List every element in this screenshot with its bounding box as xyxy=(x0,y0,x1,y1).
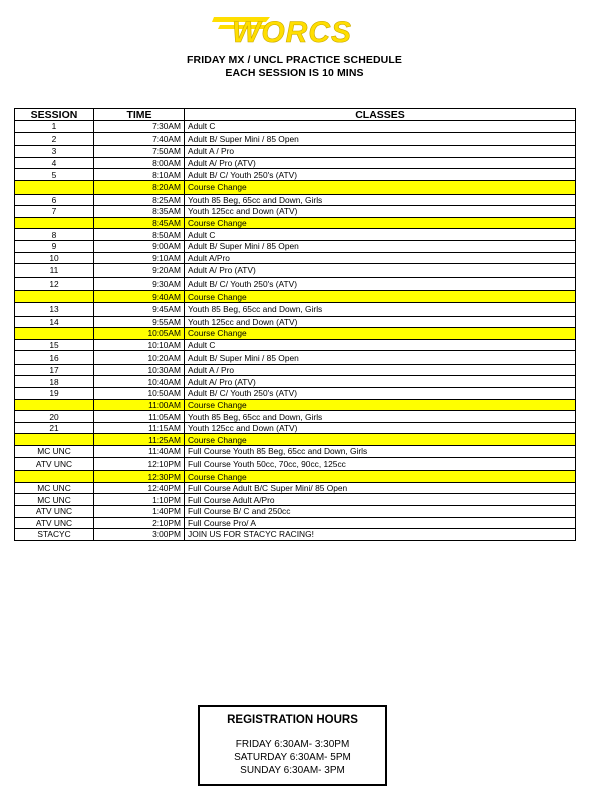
session-cell: STACYC xyxy=(15,529,94,541)
time-cell: 2:10PM xyxy=(94,517,185,529)
schedule-row xyxy=(15,364,576,376)
registration-friday: FRIDAY 6:30AM- 3:30PM xyxy=(235,739,350,750)
time-cell: 11:05AM xyxy=(94,411,185,423)
time-cell: 10:05AM xyxy=(94,328,185,340)
classes-cell: Course Change xyxy=(185,291,576,303)
time-cell: 8:45AM xyxy=(94,217,185,229)
time-cell: 7:40AM xyxy=(94,132,185,146)
registration-hours-box xyxy=(198,705,387,786)
time-cell: 8:00AM xyxy=(94,157,185,169)
session-cell: 2 xyxy=(15,132,94,146)
course-change-row xyxy=(15,291,576,303)
classes-cell: Full Course Youth 85 Beg, 65cc and Down, Girls xyxy=(185,446,576,458)
course-change-row xyxy=(15,328,576,340)
session-cell: 5 xyxy=(15,169,94,181)
time-cell: 9:00AM xyxy=(94,240,185,252)
time-cell: 7:30AM xyxy=(94,121,185,133)
session-cell: 18 xyxy=(15,376,94,388)
time-cell: 9:10AM xyxy=(94,252,185,264)
classes-cell: Youth 85 Beg, 65cc and Down, Girls xyxy=(185,194,576,206)
schedule-row xyxy=(15,388,576,400)
session-cell: MC UNC xyxy=(15,482,94,494)
classes-cell: Adult A/ Pro (ATV) xyxy=(185,264,576,278)
column-header-classes: CLASSES xyxy=(185,109,576,121)
worcs-logo-graphic xyxy=(210,14,380,46)
schedule-row xyxy=(15,457,576,471)
schedule-subtitle: EACH SESSION IS 10 MINS xyxy=(225,67,364,79)
classes-cell: Adult B/ C/ Youth 250's (ATV) xyxy=(185,169,576,181)
classes-cell: Course Change xyxy=(185,217,576,229)
schedule-row xyxy=(15,446,576,458)
session-cell: MC UNC xyxy=(15,494,94,506)
classes-cell: Adult A/Pro xyxy=(185,252,576,264)
session-cell xyxy=(15,180,94,194)
time-cell: 11:15AM xyxy=(94,422,185,434)
table-header-row xyxy=(15,109,576,121)
session-cell: 13 xyxy=(15,302,94,316)
session-cell: ATV UNC xyxy=(15,517,94,529)
schedule-row xyxy=(15,229,576,241)
schedule-row xyxy=(15,422,576,434)
course-change-row xyxy=(15,434,576,446)
session-cell: 14 xyxy=(15,316,94,328)
schedule-row xyxy=(15,194,576,206)
classes-cell: Adult C xyxy=(185,229,576,241)
classes-cell: Course Change xyxy=(185,328,576,340)
classes-cell: Adult A / Pro xyxy=(185,364,576,376)
course-change-row xyxy=(15,180,576,194)
time-cell: 7:50AM xyxy=(94,146,185,158)
registration-hours-title: REGISTRATION HOURS xyxy=(227,714,358,726)
classes-cell: Course Change xyxy=(185,434,576,446)
time-cell: 3:00PM xyxy=(94,529,185,541)
session-cell xyxy=(15,291,94,303)
classes-cell: Course Change xyxy=(185,471,576,483)
classes-cell: Youth 125cc and Down (ATV) xyxy=(185,316,576,328)
schedule-row xyxy=(15,169,576,181)
classes-cell: Youth 85 Beg, 65cc and Down, Girls xyxy=(185,411,576,423)
time-cell: 10:20AM xyxy=(94,351,185,365)
course-change-row xyxy=(15,471,576,483)
classes-cell: Adult C xyxy=(185,121,576,133)
time-cell: 8:50AM xyxy=(94,229,185,241)
classes-cell: Adult B/ Super Mini / 85 Open xyxy=(185,132,576,146)
time-cell: 9:45AM xyxy=(94,302,185,316)
schedule-row xyxy=(15,316,576,328)
session-cell: 4 xyxy=(15,157,94,169)
session-cell xyxy=(15,217,94,229)
time-cell: 8:10AM xyxy=(94,169,185,181)
time-cell: 11:25AM xyxy=(94,434,185,446)
schedule-row xyxy=(15,376,576,388)
schedule-row xyxy=(15,240,576,252)
session-cell xyxy=(15,399,94,411)
classes-cell: Youth 125cc and Down (ATV) xyxy=(185,422,576,434)
time-cell: 10:10AM xyxy=(94,339,185,351)
session-cell: 17 xyxy=(15,364,94,376)
classes-cell: Adult A/ Pro (ATV) xyxy=(185,376,576,388)
session-cell: 21 xyxy=(15,422,94,434)
session-cell: 19 xyxy=(15,388,94,400)
classes-cell: Youth 125cc and Down (ATV) xyxy=(185,206,576,218)
time-cell: 10:30AM xyxy=(94,364,185,376)
classes-cell: Adult B/ C/ Youth 250's (ATV) xyxy=(185,277,576,291)
registration-sunday: SUNDAY 6:30AM- 3PM xyxy=(240,765,345,776)
course-change-row xyxy=(15,217,576,229)
classes-cell: Full Course Pro/ A xyxy=(185,517,576,529)
classes-cell: Full Course Adult B/C Super Mini/ 85 Open xyxy=(185,482,576,494)
schedule-row xyxy=(15,302,576,316)
session-cell: MC UNC xyxy=(15,446,94,458)
time-cell: 12:10PM xyxy=(94,457,185,471)
time-cell: 8:35AM xyxy=(94,206,185,218)
session-cell: 6 xyxy=(15,194,94,206)
schedule-row xyxy=(15,277,576,291)
time-cell: 8:25AM xyxy=(94,194,185,206)
course-change-row xyxy=(15,399,576,411)
session-cell xyxy=(15,328,94,340)
session-cell: 8 xyxy=(15,229,94,241)
registration-saturday: SATURDAY 6:30AM- 5PM xyxy=(234,752,351,763)
classes-cell: Adult B/ Super Mini / 85 Open xyxy=(185,240,576,252)
classes-cell: JOIN US FOR STACYC RACING! xyxy=(185,529,576,541)
time-cell: 8:20AM xyxy=(94,180,185,194)
classes-cell: Youth 85 Beg, 65cc and Down, Girls xyxy=(185,302,576,316)
schedule-row xyxy=(15,517,576,529)
schedule-row xyxy=(15,529,576,541)
schedule-row xyxy=(15,339,576,351)
session-cell: 9 xyxy=(15,240,94,252)
time-cell: 9:55AM xyxy=(94,316,185,328)
classes-cell: Full Course Youth 50cc, 70cc, 90cc, 125cc xyxy=(185,457,576,471)
time-cell: 11:00AM xyxy=(94,399,185,411)
time-cell: 10:50AM xyxy=(94,388,185,400)
time-cell: 1:40PM xyxy=(94,506,185,518)
session-cell: 11 xyxy=(15,264,94,278)
classes-cell: Adult C xyxy=(185,339,576,351)
session-cell: 7 xyxy=(15,206,94,218)
time-cell: 9:20AM xyxy=(94,264,185,278)
session-cell: 16 xyxy=(15,351,94,365)
session-cell: ATV UNC xyxy=(15,506,94,518)
schedule-row xyxy=(15,252,576,264)
time-cell: 12:30PM xyxy=(94,471,185,483)
practice-schedule-table xyxy=(14,108,576,541)
classes-cell: Course Change xyxy=(185,399,576,411)
time-cell: 10:40AM xyxy=(94,376,185,388)
schedule-row xyxy=(15,206,576,218)
time-cell: 11:40AM xyxy=(94,446,185,458)
classes-cell: Adult A / Pro xyxy=(185,146,576,158)
session-cell: ATV UNC xyxy=(15,457,94,471)
schedule-row xyxy=(15,157,576,169)
schedule-title: FRIDAY MX / UNCL PRACTICE SCHEDULE xyxy=(187,54,402,66)
session-cell: 15 xyxy=(15,339,94,351)
svg-text:WORCS: WORCS xyxy=(232,16,352,46)
time-cell: 9:30AM xyxy=(94,277,185,291)
classes-cell: Adult B/ C/ Youth 250's (ATV) xyxy=(185,388,576,400)
column-header-session: SESSION xyxy=(15,109,94,121)
classes-cell: Course Change xyxy=(185,180,576,194)
time-cell: 9:40AM xyxy=(94,291,185,303)
schedule-row xyxy=(15,146,576,158)
schedule-row xyxy=(15,494,576,506)
session-cell xyxy=(15,434,94,446)
classes-cell: Adult A/ Pro (ATV) xyxy=(185,157,576,169)
schedule-row xyxy=(15,121,576,133)
session-cell: 1 xyxy=(15,121,94,133)
schedule-row xyxy=(15,482,576,494)
schedule-row xyxy=(15,132,576,146)
time-cell: 1:10PM xyxy=(94,494,185,506)
time-cell: 12:40PM xyxy=(94,482,185,494)
schedule-row xyxy=(15,411,576,423)
classes-cell: Adult B/ Super Mini / 85 Open xyxy=(185,351,576,365)
session-cell: 20 xyxy=(15,411,94,423)
session-cell: 3 xyxy=(15,146,94,158)
schedule-row xyxy=(15,506,576,518)
session-cell: 12 xyxy=(15,277,94,291)
session-cell xyxy=(15,471,94,483)
column-header-time: TIME xyxy=(94,109,185,121)
classes-cell: Full Course Adult A/Pro xyxy=(185,494,576,506)
schedule-row xyxy=(15,264,576,278)
worcs-logo xyxy=(210,14,380,46)
classes-cell: Full Course B/ C and 250cc xyxy=(185,506,576,518)
session-cell: 10 xyxy=(15,252,94,264)
schedule-row xyxy=(15,351,576,365)
